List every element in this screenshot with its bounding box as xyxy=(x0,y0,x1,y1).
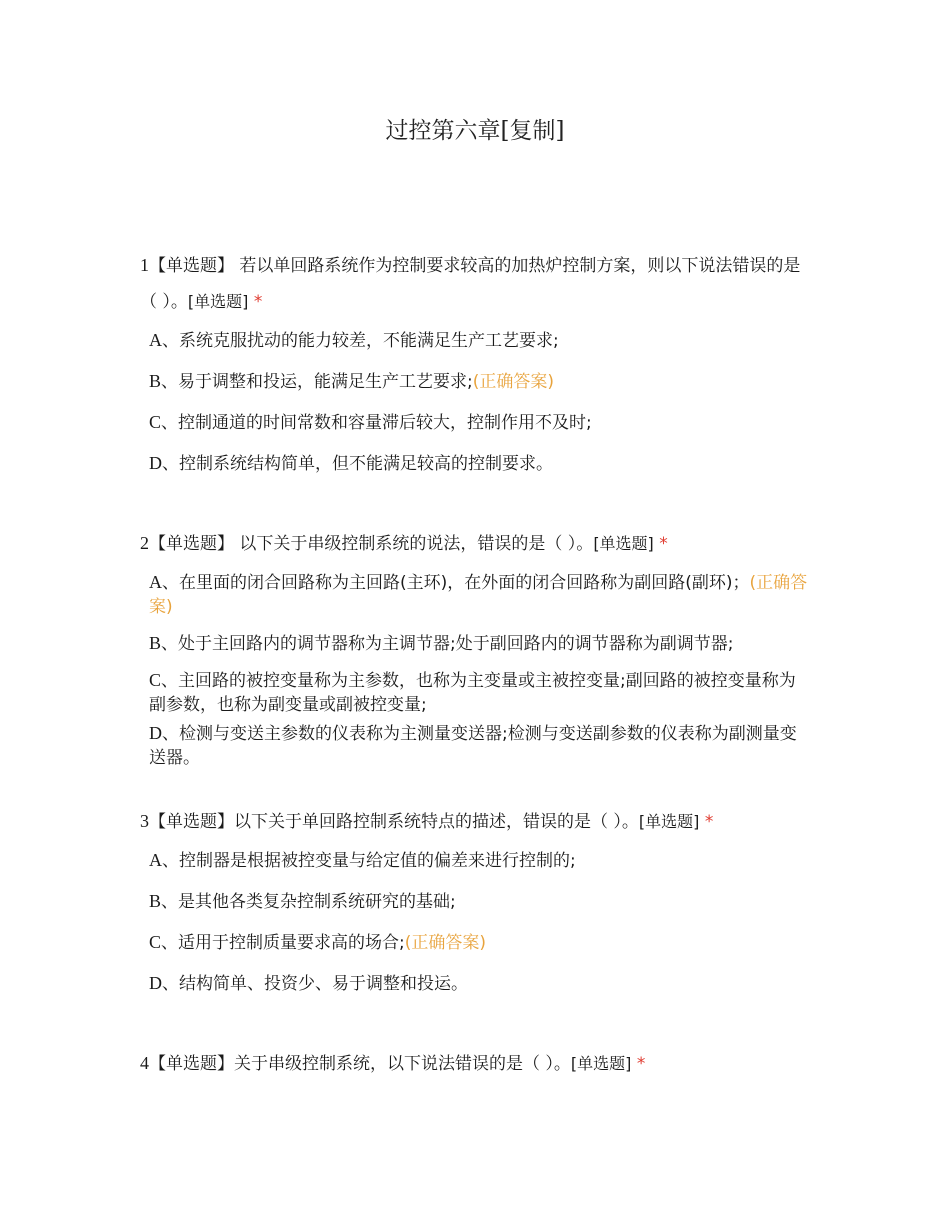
question-number: 1 xyxy=(140,255,149,275)
option-d[interactable] xyxy=(149,451,812,476)
question-text: 关于串级控制系统，以下说法错误的是（ ）。 xyxy=(234,1054,571,1074)
question-type: 【单选题】 xyxy=(149,1054,234,1074)
option-separator: 、 xyxy=(161,634,179,654)
required-mark: * xyxy=(659,534,668,554)
question-4 xyxy=(140,1045,812,1082)
option-text: 控制器是根据被控变量与给定值的偏差来进行控制的; xyxy=(179,851,576,871)
question-type: 【单选题】 xyxy=(149,534,234,554)
option-separator: 、 xyxy=(162,331,179,351)
option-separator: 、 xyxy=(161,372,179,392)
option-text: 检测与变送主参数的仪表称为主测量变送器;检测与变送副参数的仪表称为副测量变送器。 xyxy=(149,724,797,768)
option-letter: D xyxy=(149,973,162,993)
option-b[interactable] xyxy=(149,889,812,914)
option-text: 控制系统结构简单，但不能满足较高的控制要求。 xyxy=(179,454,553,474)
option-letter: B xyxy=(149,371,162,391)
question-2 xyxy=(140,525,812,782)
option-list xyxy=(149,328,812,476)
option-text: 易于调整和投运，能满足生产工艺要求; xyxy=(178,372,473,392)
required-mark: * xyxy=(636,1054,646,1074)
option-c[interactable] xyxy=(149,410,812,435)
option-letter: C xyxy=(149,412,162,432)
option-letter: C xyxy=(149,932,162,952)
document-title: 过控第六章[复制] xyxy=(385,118,565,144)
option-b[interactable] xyxy=(149,369,812,394)
option-separator: 、 xyxy=(161,413,179,433)
option-text: 适用于控制质量要求高的场合; xyxy=(178,933,405,953)
option-separator: 、 xyxy=(162,454,179,474)
option-list xyxy=(149,570,812,770)
question-type-tag: [单选题] xyxy=(187,292,249,311)
option-letter: B xyxy=(149,633,162,653)
question-text: 以下关于单回路控制系统特点的描述，错误的是（ ）。 xyxy=(234,812,639,832)
option-letter: A xyxy=(149,572,162,592)
question-text: 以下关于串级控制系统的说法，错误的是（ ）。 xyxy=(234,534,594,554)
option-letter: C xyxy=(149,670,162,690)
option-separator: 、 xyxy=(161,671,179,691)
option-text: 主回路的被控变量称为主参数，也称为主变量或主被控变量;副回路的被控变量称为副参数，也称为副变量或副被控变量; xyxy=(149,671,796,715)
required-mark: * xyxy=(704,812,714,832)
option-text: 是其他各类复杂控制系统研究的基础; xyxy=(178,892,456,912)
question-number: 3 xyxy=(140,811,149,831)
option-separator: 、 xyxy=(161,892,179,912)
option-text: 控制通道的时间常数和容量滞后较大，控制作用不及时; xyxy=(178,413,592,433)
question-type-tag: [单选题] xyxy=(593,534,654,553)
option-a[interactable] xyxy=(149,848,812,873)
question-stem xyxy=(140,525,812,562)
question-type-tag: [单选题] xyxy=(638,812,700,831)
option-d[interactable] xyxy=(149,971,812,996)
question-type: 【单选题】 xyxy=(149,812,234,832)
question-number: 4 xyxy=(140,1053,149,1073)
question-text: 若以单回路系统作为控制要求较高的加热炉控制方案，则以下说法错误的是（ ）。 xyxy=(140,256,801,312)
option-d[interactable] xyxy=(149,721,812,770)
option-a[interactable] xyxy=(149,570,812,619)
option-letter: D xyxy=(149,453,162,473)
option-letter: A xyxy=(149,850,162,870)
option-separator: 、 xyxy=(161,933,179,953)
option-a[interactable] xyxy=(149,328,812,353)
option-b[interactable] xyxy=(149,631,812,656)
correct-answer-label: (正确答案) xyxy=(472,372,555,392)
option-letter: A xyxy=(149,330,162,350)
option-letter: D xyxy=(149,723,162,743)
question-type: 【单选题】 xyxy=(149,256,234,276)
question-stem xyxy=(140,1045,812,1082)
question-number: 2 xyxy=(140,533,149,553)
question-1 xyxy=(140,247,812,492)
correct-answer-label: (正确答案) xyxy=(149,573,808,617)
question-3 xyxy=(140,803,812,1012)
required-mark: * xyxy=(253,292,263,312)
question-stem xyxy=(140,803,812,840)
option-text: 系统克服扰动的能力较差，不能满足生产工艺要求; xyxy=(179,331,559,351)
option-text: 结构简单、投资少、易于调整和投运。 xyxy=(179,974,468,994)
option-letter: B xyxy=(149,891,162,911)
option-text: 在里面的闭合回路称为主回路(主环)，在外面的闭合回路称为副回路(副环)； xyxy=(179,573,750,593)
option-text: 处于主回路内的调节器称为主调节器;处于副回路内的调节器称为副调节器; xyxy=(178,634,734,654)
option-c[interactable] xyxy=(149,930,812,955)
option-separator: 、 xyxy=(162,851,179,871)
option-list xyxy=(149,848,812,996)
option-separator: 、 xyxy=(162,573,179,593)
question-stem xyxy=(140,247,812,320)
correct-answer-label: (正确答案) xyxy=(404,933,487,953)
option-c[interactable] xyxy=(149,668,812,717)
option-separator: 、 xyxy=(162,974,179,994)
question-type-tag: [单选题] xyxy=(570,1054,632,1073)
option-separator: 、 xyxy=(162,724,179,744)
